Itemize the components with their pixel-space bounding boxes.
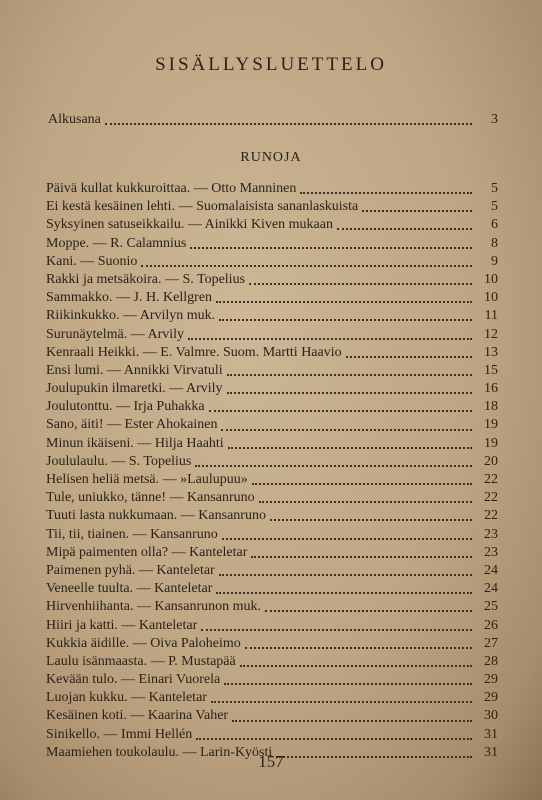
toc-entry (46, 198, 498, 216)
toc-entry (46, 489, 498, 507)
toc-entry-title: Kukkia äidille. — Oiva Paloheimo (46, 635, 241, 651)
toc-entry-title: Tule, uniukko, tänne! — Kansanruno (46, 490, 255, 506)
toc-entry (46, 453, 498, 471)
dot-leader (211, 701, 472, 703)
toc-entry-page: 31 (484, 726, 498, 742)
toc-entry (46, 289, 498, 307)
dot-leader (196, 738, 472, 740)
toc-entry (46, 507, 498, 525)
toc-entry (46, 326, 498, 344)
dot-leader (252, 483, 472, 485)
toc-entry-title: Rakki ja metsäkoira. — S. Topelius (46, 271, 246, 287)
toc-entry-title: Päivä kullat kukkuroittaa. — Otto Manninen (46, 181, 297, 196)
dot-leader (224, 683, 472, 685)
toc-entry (46, 271, 498, 289)
dot-leader (227, 392, 472, 394)
dot-leader (141, 265, 472, 267)
toc-entry-title: Joululaulu. — S. Topelius (46, 453, 192, 469)
toc-entry-title: Sinikello. — Immi Hellén (46, 726, 193, 742)
dot-leader (265, 610, 472, 612)
toc-entry-title: Tii, tii, tiainen. — Kansanruno (46, 526, 218, 542)
dot-leader (216, 592, 472, 594)
toc-entry (46, 398, 498, 416)
dot-leader (201, 629, 472, 631)
toc-entry-page: 24 (484, 562, 498, 578)
toc-entry-title: Mipä paimenten olla? — Kanteletar (46, 544, 248, 560)
toc-entry (46, 344, 498, 362)
dot-leader (362, 210, 472, 212)
toc-entry-page: 20 (484, 453, 498, 469)
dot-leader (188, 338, 472, 340)
toc-entry (46, 544, 498, 562)
toc-entry-title: Kevään tulo. — Einari Vuorela (46, 672, 221, 688)
toc-entry-title: Joulupukin ilmaretki. — Arvily (46, 381, 223, 397)
toc-entry-title: Tuuti lasta nukkumaan. — Kansanruno (46, 508, 266, 524)
toc-entry-page: 10 (484, 290, 498, 306)
toc-entry-title: Laulu isänmaasta. — P. Mustapää (46, 653, 236, 669)
toc-entry-page: 23 (484, 544, 498, 560)
toc-entry (46, 380, 498, 398)
toc-entry-page: 6 (491, 217, 498, 233)
dot-leader (337, 228, 472, 230)
dot-leader (240, 665, 472, 667)
toc-entry-page: 26 (484, 617, 498, 633)
toc-entry-page: 30 (484, 708, 498, 724)
dot-leader (270, 519, 472, 521)
dot-leader (232, 720, 472, 722)
toc-entry-page: 5 (491, 181, 498, 196)
toc-entry-page: 13 (484, 344, 498, 360)
toc-entry-page: 29 (484, 690, 498, 706)
toc-entry-title: Maamiehen toukolaulu. — Larin-Kyösti (46, 744, 273, 760)
toc-entry (46, 216, 498, 234)
dot-leader (245, 647, 472, 649)
toc-entry (46, 726, 498, 744)
page-number: 157 (258, 752, 284, 771)
toc-entry (46, 671, 498, 689)
toc-entry-title: Helisen heliä metsä. — »Laulupuu» (46, 472, 248, 487)
dot-leader (190, 247, 472, 249)
toc-entry (46, 526, 498, 544)
toc-entry (46, 562, 498, 580)
dot-leader (222, 538, 472, 540)
toc-entry-page: 22 (484, 490, 498, 506)
toc-entry-title: Ensi lumi. — Annikki Virvatuli (46, 362, 223, 378)
toc-entry (46, 180, 498, 198)
toc-entry-page: 22 (484, 472, 498, 487)
toc-entry-page: 27 (484, 635, 498, 651)
dot-leader (251, 556, 472, 558)
toc-entry-title: Hirvenhiihanta. — Kansanrunon muk. (46, 599, 262, 615)
toc-entry (46, 435, 498, 453)
toc-entry-title: Surunäytelmä. — Arvily (46, 326, 185, 342)
toc-entry-page: 8 (491, 235, 498, 251)
toc-entry-intro (48, 112, 498, 128)
toc-entry-title: Syksyinen satuseikkailu. — Ainikki Kiven mukaan (46, 217, 333, 233)
dot-leader (300, 192, 472, 194)
toc-list (46, 180, 498, 762)
toc-entry (46, 362, 498, 380)
toc-entry-title: Sammakko. — J. H. Kellgren (46, 290, 213, 306)
toc-entry-title: Ei kestä kesäinen lehti. — Suomalaisista sananlaskuista (46, 199, 359, 215)
toc-entry-title: Minun ikäiseni. — Hilja Haahti (46, 435, 224, 451)
toc-entry (46, 580, 498, 598)
toc-entry-title: Kani. — Suonio (46, 253, 138, 269)
dot-leader (209, 410, 472, 412)
toc-entry-page: 24 (484, 581, 498, 597)
toc-entry (46, 653, 498, 671)
toc-entry-page: 16 (484, 381, 498, 397)
dot-leader (195, 465, 472, 467)
toc-entry-title: Luojan kukku. — Kanteletar (46, 690, 207, 706)
toc-entry (46, 617, 498, 635)
toc-entry-page: 9 (491, 253, 498, 269)
toc-entry-page: 31 (484, 744, 498, 760)
toc-entry-title: Moppe. — R. Calamnius (46, 235, 187, 251)
dot-leader (219, 574, 472, 576)
toc-entry-page: 15 (484, 362, 498, 378)
toc-entry-page: 22 (484, 508, 498, 524)
toc-entry-title: Joulutonttu. — Irja Puhakka (46, 399, 205, 415)
dot-leader (221, 429, 472, 431)
dot-leader (219, 319, 472, 321)
toc-entry (46, 635, 498, 653)
toc-entry-title: Riikinkukko. — Arvilyn muk. (46, 308, 216, 324)
toc-entry-page: 12 (484, 326, 498, 342)
toc-entry (46, 416, 498, 434)
toc-entry-title: Sano, äiti! — Ester Ahokainen (46, 417, 218, 433)
toc-entry-page: 25 (484, 599, 498, 615)
toc-entry-title: Kenraali Heikki. — E. Valmre. Suom. Martti Haavio (46, 344, 342, 360)
toc-entry-page: 28 (484, 653, 498, 669)
toc-entry-title: Veneelle tuulta. — Kanteletar (46, 581, 213, 597)
toc-entry (46, 235, 498, 253)
toc-entry (46, 253, 498, 271)
page-title: SISÄLLYSLUETTELO (155, 54, 387, 75)
toc-entry-page: 10 (484, 271, 498, 287)
toc-entry-page: 23 (484, 526, 498, 542)
toc-entry-page: 11 (484, 308, 498, 324)
toc-entry (46, 471, 498, 489)
toc-entry-page: 19 (484, 435, 498, 451)
dot-leader (216, 301, 472, 303)
toc-entry (46, 689, 498, 707)
toc-entry-title: Paimenen pyhä. — Kanteletar (46, 562, 215, 578)
dot-leader (249, 283, 472, 285)
dot-leader (227, 374, 472, 376)
toc-entry-page: 5 (491, 199, 498, 215)
toc-entry-page: 18 (484, 399, 498, 415)
toc-entry (46, 707, 498, 725)
dot-leader (228, 447, 472, 449)
dot-leader (259, 501, 472, 503)
toc-entry-page: 3 (491, 112, 498, 127)
dot-leader (105, 123, 472, 125)
toc-entry (46, 598, 498, 616)
toc-entry-page: 19 (484, 417, 498, 433)
dot-leader (346, 356, 472, 358)
toc-entry-title: Alkusana (48, 112, 101, 127)
section-heading: RUNOJA (240, 150, 302, 165)
toc-entry (46, 307, 498, 325)
toc-entry-title: Hiiri ja katti. — Kanteletar (46, 617, 198, 633)
toc-entry-title: Kesäinen koti. — Kaarina Vaher (46, 708, 229, 724)
toc-entry-page: 29 (484, 672, 498, 688)
